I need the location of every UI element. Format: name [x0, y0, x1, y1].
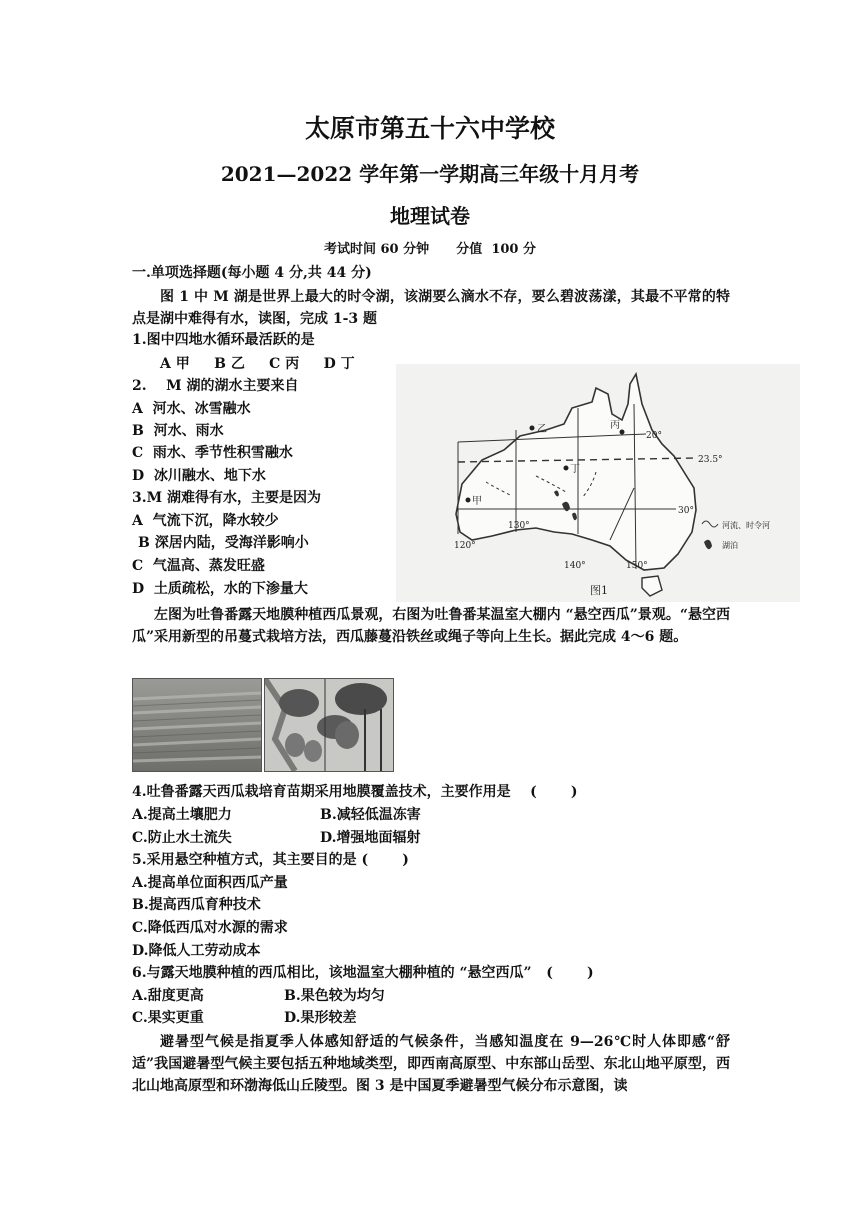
australia-map-figure: [396, 364, 800, 602]
point-yi: 乙: [537, 424, 547, 435]
lat-label-30: 30°: [678, 506, 694, 516]
question-5-option-a: A.提高单位面积西瓜产量: [132, 875, 288, 891]
question-1-stem: 1.图中四地水循环最活跃的是: [132, 332, 315, 348]
school-title: 太原市第五十六中学校: [304, 114, 555, 143]
lat-label-20: 20°: [646, 431, 662, 441]
hanging-watermelon-photo: [264, 678, 394, 772]
question-2-option-c: C 雨水、季节性积雪融水: [132, 445, 293, 461]
point-jia: 甲: [472, 496, 482, 507]
question-6-option-d: D.果形较差: [284, 1010, 357, 1026]
question-4-option-a: A.提高土壤肥力: [132, 807, 232, 823]
question-2-option-d: D 冰川融水、地下水: [132, 468, 266, 484]
intro-paragraph-2: 左图为吐鲁番露天地膜种植西瓜景观，右图为吐鲁番某温室大棚内 “悬空西瓜”景观。“悬空西瓜”采用新型的吊蔓式栽培方法，西瓜藤蔓沿铁丝或绳子等向上生长。据此完成 4～6 题。: [132, 607, 730, 645]
open-field-watermelon-photo: [132, 678, 262, 772]
question-4-stem: 4.吐鲁番露天西瓜栽培育苗期采用地膜覆盖技术，主要作用是 ( ): [132, 784, 578, 800]
question-5-option-b: B.提高西瓜育种技术: [132, 897, 261, 913]
point-jia-marker: [466, 498, 471, 503]
question-5-option-c: C.降低西瓜对水源的需求: [132, 920, 288, 936]
question-6-option-b: B.果色较为均匀: [284, 988, 385, 1004]
question-4-option-d: D.增强地面辐射: [320, 830, 421, 846]
question-3-stem: 3.M 湖难得有水，主要是因为: [132, 490, 321, 506]
question-6-option-a: A.甜度更高: [132, 988, 204, 1004]
point-bing-marker: [620, 430, 625, 435]
intro-paragraph-1: 图 1 中 M 湖是世界上最大的时令湖，该湖要么滴水不存，要么碧波荡漾，其最不平常的特点是湖中难得有水，读图，完成 1-3 题: [132, 289, 730, 327]
point-ding: 丁: [570, 464, 580, 475]
australia-map: [396, 364, 800, 602]
lon-label-130: 130°: [508, 521, 530, 531]
lat-label-23-5: 23.5°: [698, 455, 723, 465]
lon-label-150: 150°: [626, 561, 648, 571]
legend-river-label: 河流、时令河: [722, 521, 770, 530]
question-4-option-b: B.减轻低温冻害: [320, 807, 421, 823]
question-1-options: A 甲 B 乙 C 丙 D 丁: [160, 356, 355, 372]
question-3-option-d: D 土质疏松，水的下渗量大: [132, 581, 308, 597]
point-yi-marker: [530, 426, 535, 431]
question-4-option-c: C.防止水土流失: [132, 830, 232, 846]
lon-label-140: 140°: [564, 561, 586, 571]
question-2-stem: 2. M 湖的湖水主要来自: [132, 378, 299, 394]
section-heading: 一.单项选择题(每小题 4 分,共 44 分): [132, 265, 372, 281]
question-6-option-c: C.果实更重: [132, 1010, 204, 1026]
subject-title: 地理试卷: [390, 204, 470, 228]
exam-title: 2021—2022 学年第一学期高三年级十月月考: [220, 162, 640, 186]
question-5-option-d: D.降低人工劳动成本: [132, 943, 261, 959]
question-2-option-b: B 河水、雨水: [132, 423, 224, 439]
hanging-photo-image: [265, 679, 393, 771]
question-3-option-a: A 气流下沉，降水较少: [132, 513, 279, 529]
intro-paragraph-3: 避暑型气候是指夏季人体感知舒适的气候条件，当感知温度在 9—26℃时人体即感“舒适”我国避暑型气候主要包括五种地域类型，即西南高原型、中东部山岳型、东北山地平原型，西北山地高原型和环渤海低山丘陵型。图 3 是中国夏季避暑型气候分布示意图，读: [132, 1034, 730, 1094]
legend-lake-label: 湖泊: [722, 541, 738, 550]
question-3-option-b: B 深居内陆，受海洋影响小: [138, 535, 309, 551]
open-field-photo-image: [133, 679, 261, 771]
question-2-option-a: A 河水、冰雪融水: [132, 401, 251, 417]
question-3-option-c: C 气温高、蒸发旺盛: [132, 558, 265, 574]
map-caption: 图1: [590, 584, 608, 597]
question-6-stem: 6.与露天地膜种植的西瓜相比，该地温室大棚种植的 “悬空西瓜” ( ): [132, 965, 594, 981]
exam-info: 考试时间 60 分钟 分值 100 分: [323, 242, 536, 257]
question-5-stem: 5.采用悬空种植方式，其主要目的是 ( ): [132, 852, 409, 868]
point-ding-marker: [564, 466, 569, 471]
lon-label-120: 120°: [454, 541, 476, 551]
point-bing: 丙: [610, 420, 620, 431]
